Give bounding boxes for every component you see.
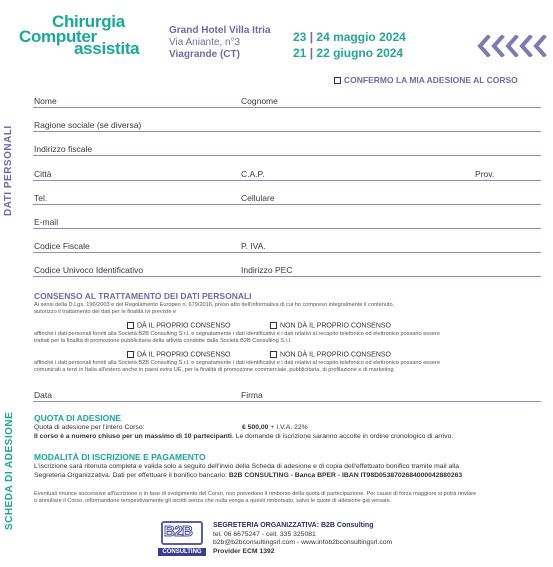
label-prov: Prov. <box>475 169 495 179</box>
label-cellulare: Cellulare <box>241 193 275 203</box>
input-line-citta[interactable] <box>33 180 541 181</box>
dates-block <box>293 29 406 61</box>
title-line-3: assistita <box>74 39 140 58</box>
checkbox-icon[interactable] <box>127 351 134 358</box>
side-label-scheda: SCHEDA DI ADESIONE <box>4 411 15 530</box>
date-2: 21 | 22 giugno 2024 <box>293 46 404 60</box>
consent-text-1: affinché i dati personali forniti alla Società B2B Consulting S.r.l. e segnatamente i dati identificativi e i dati relativi al recapito telefonico ed elettronico possano essere trattati per la finalità di promozione pubblicitaria della attività condotte dalla Società B2B Consulting S.r.l. <box>34 331 440 344</box>
confirm-checkbox[interactable] <box>334 75 518 85</box>
input-line-indirizzo[interactable] <box>33 155 541 156</box>
footer-emails[interactable]: b2b@b2bconsultingsrl.com - www.infob2bconsultingsrl.com <box>213 539 393 546</box>
venue-city: Viagrande (CT) <box>169 49 240 60</box>
date-1: 23 | 24 maggio 2024 <box>293 30 406 44</box>
footer-seg-title: SEGRETERIA ORGANIZZATIVA: B2B Consulting <box>213 522 374 529</box>
label-email: E-mail <box>34 217 59 227</box>
label-cap: C.A.P. <box>241 169 265 179</box>
footer-tel: tel. 06 6675247 - cell. 335 325081 <box>213 530 316 538</box>
checkbox-icon[interactable] <box>334 77 341 84</box>
consent-give-1[interactable]: DÀ IL PROPRIO CONSENSO <box>127 322 230 329</box>
consent-give-2[interactable]: DÀ IL PROPRIO CONSENSO <box>127 351 230 358</box>
quota-line: Quota di adesione per l'intero Corso: <box>34 424 145 431</box>
label-indirizzo: Indirizzo fiscale <box>34 144 93 154</box>
title-line-2: Computer <box>19 27 97 46</box>
checkbox-icon[interactable] <box>270 351 277 358</box>
quota-iva: + I.V.A. 22% <box>270 424 308 431</box>
quota-price-block <box>242 423 308 432</box>
consent-text-2: affinché i dati personali forniti alla Società B2B Consulting S.r.l. e segnatamente i dati identificativi e i dati relativi al recapito telefonico ed elettronico possano essere comunicati a terzi in Italia all'estero anche in paesi extra UE, per la finalità di promozione commerciale, pubblicitaria, di profilazione e di marketing <box>34 360 440 373</box>
quota-title: QUOTA DI ADESIONE <box>34 413 122 423</box>
input-line-codice[interactable] <box>33 276 541 277</box>
footer-info <box>213 522 392 556</box>
input-line-email[interactable] <box>33 228 541 229</box>
consent-deny-1[interactable]: NON DÀ IL PROPRIO CONSENSO <box>270 322 391 329</box>
footer-provider: Provider ECM 1392 <box>213 547 275 555</box>
title-line-1: Chirurgia <box>52 12 125 31</box>
side-label-personal: DATI PERSONALI <box>3 125 14 216</box>
input-line-ragione[interactable] <box>33 131 541 132</box>
label-codice-fiscale: Codice Fiscale <box>34 241 90 251</box>
payment-line1: L'iscrizione sarà ritenuta completa e valida solo a seguito dell'invio della Scheda di adesione e di copia dell'effettuato bonifico tramite mail alla <box>34 463 460 470</box>
checkbox-icon[interactable] <box>270 322 277 329</box>
checkbox-icon[interactable] <box>127 322 134 329</box>
venue-block <box>169 25 271 61</box>
label-cognome: Cognome <box>241 96 278 106</box>
consent-intro: Ai sensi della D.Lgs. 196/2003 e del Regolamento Europeo n. 679/2016, preso atto dell'informativa di cui ho compreso integralmente il contenuto, autorizzo il trattamento dei dati per le finalità ivi previste e <box>34 302 395 315</box>
label-tel: Tel. <box>34 193 48 203</box>
consent-title: CONSENSO AL TRATTAMENTO DEI DATI PERSONALI <box>34 291 252 301</box>
input-line-cf[interactable] <box>33 252 541 253</box>
consent-deny-2[interactable]: NON DÀ IL PROPRIO CONSENSO <box>270 351 391 358</box>
quota-price: € 500,00 <box>242 424 269 431</box>
input-line-nome[interactable] <box>33 107 541 108</box>
payment-title: MODALITÀ DI ISCRIZIONE E PAGAMENTO <box>34 452 206 462</box>
venue-name: Grand Hotel Villa Itria <box>169 25 271 36</box>
quota-closed: Il corso è a numero chiuso per un massimo di 10 partecipanti. Le domande di iscrizione saranno accolte in ordine cronologico di arrivo. <box>34 433 454 440</box>
payment-line2: Segreteria Organizzativa. Dati per effettuare il bonifico bancario: B2B CONSULTING - Banca BPER - IBAN IT98D0538702684000042880263 <box>34 472 463 479</box>
label-data: Data <box>34 390 52 400</box>
label-piva: P. IVA. <box>241 241 266 251</box>
logo-text: B2B <box>164 523 193 540</box>
input-line-data[interactable] <box>33 401 541 402</box>
input-line-tel[interactable] <box>33 204 541 205</box>
label-nome: Nome <box>34 96 57 106</box>
label-ragione: Ragione sociale (se diversa) <box>34 120 142 130</box>
venue-address: Via Aniante, n°3 <box>169 37 241 48</box>
payment-note: Eventuali rinunce successive all'iscrizione o in fase di svolgimento del Corso, non prevedono il rimborso della quota di partecipazione. Per cause di forza maggiore si potrà rinviare o annullare il Corso, informandone tempestivamente gli iscritti senza che nulla venga a questi rimborsato, salvo le quote di adesione già versate. <box>34 491 477 504</box>
label-pec: Indirizzo PEC <box>241 265 293 275</box>
label-citta: Città <box>34 169 52 179</box>
b2b-logo <box>156 520 208 562</box>
label-codice-univoco: Codice Univoco Identificativo <box>34 265 144 275</box>
label-firma: Firma <box>241 390 263 400</box>
logo-sub: CONSULTING <box>162 549 202 555</box>
chevrons-icon <box>476 35 548 57</box>
confirm-label: CONFERMO LA MIA ADESIONE AL CORSO <box>344 75 518 85</box>
